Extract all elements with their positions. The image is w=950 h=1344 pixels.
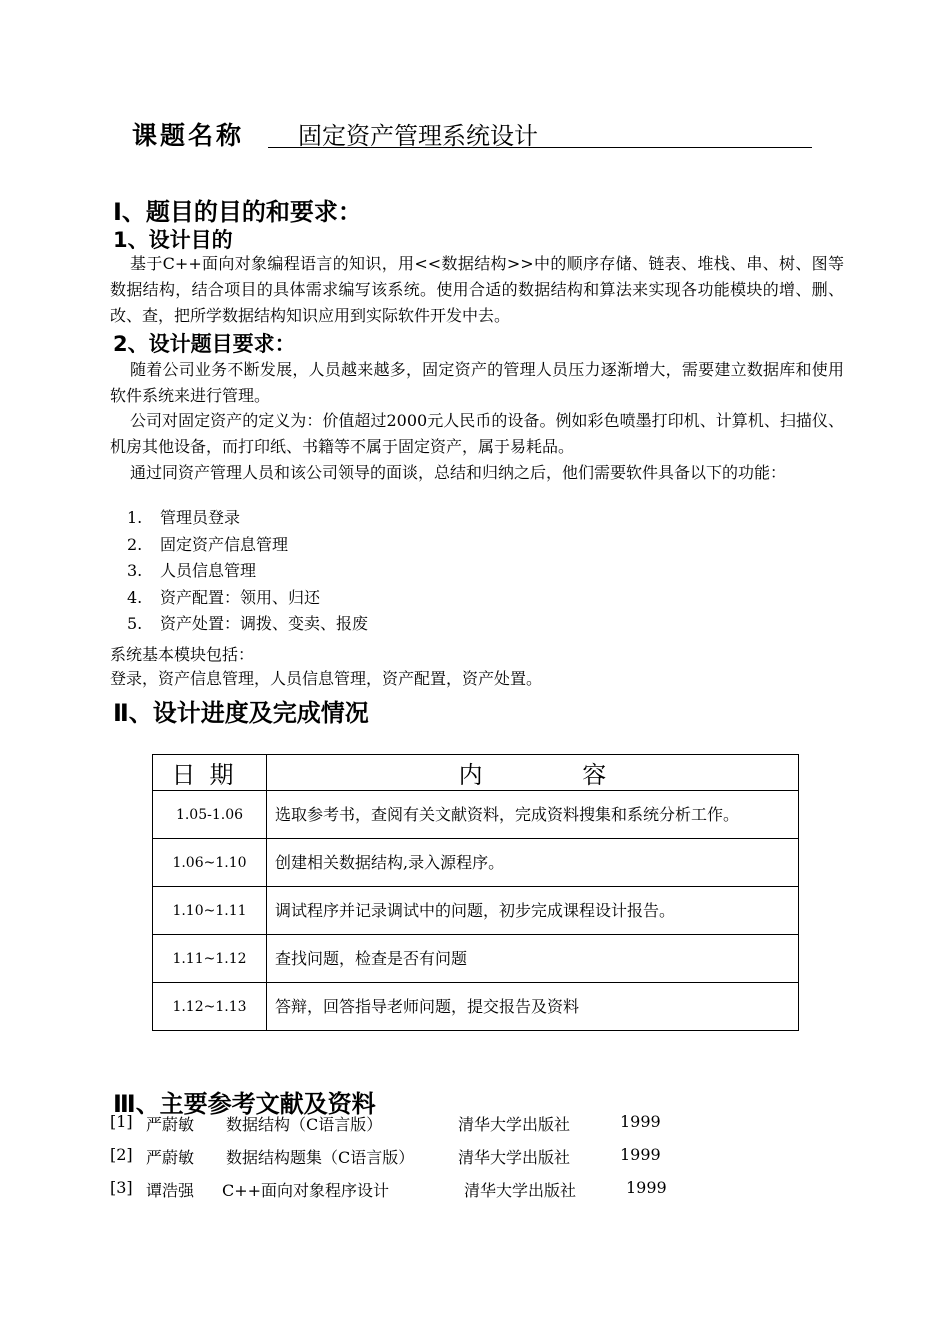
modules-text: 登录，资产信息管理，人员信息管理，资产配置，资产处置。 [110,669,543,688]
row-content: 调试程序并记录调试中的问题，初步完成课程设计报告。 [267,887,799,935]
course-name: 固定资产管理系统设计 [268,116,812,148]
course-title-row [132,116,812,150]
ref-year: 1999 [620,1145,661,1164]
requirements-paragraph-2: 公司对固定资产的定义为：价值超过2000元人民币的设备。例如彩色喷墨打印机、计算机、扫描仪、机房其他设备，而打印纸、书籍等不属于固定资产，属于易耗品。 [110,411,844,456]
ref-index: [2] [110,1145,133,1164]
table-row [153,887,799,935]
header-content: 内 容 [267,755,799,791]
list-item: 2. 固定资产信息管理 [127,534,289,554]
ref-index: [1] [110,1112,133,1131]
ref-book: C++面向对象程序设计 [222,1181,390,1200]
header-date: 日期 [153,755,267,791]
ref-publisher: 清华大学出版社 [458,1115,571,1134]
section3-heading: Ⅲ、主要参考文献及资料 [113,1090,376,1118]
ref-book: 数据结构（C语言版） [226,1115,383,1134]
ref-year: 1999 [626,1178,667,1197]
schedule-table [152,754,799,1031]
list-item: 3. 人员信息管理 [127,561,257,581]
row-date: 1.05-1.06 [153,791,267,839]
ref-index: [3] [110,1178,133,1197]
list-item: 5. 资产处置：调拨、变卖、报废 [127,614,369,634]
modules-label: 系统基本模块包括： [110,645,255,664]
table-row [153,791,799,839]
design-purpose-paragraph: 基于C++面向对象编程语言的知识，用<<数据结构>>中的顺序存储、链表、堆栈、串、树、图等数据结构，结合项目的具体需求编写该系统。使用合适的数据结构和算法来实现各功能模块的增、删、改、查，把所学数据结构知识应用到实际软件开发中去。 [110,254,844,325]
design-requirements-heading: 2、设计题目要求： [113,332,296,356]
row-date: 1.06~1.10 [153,839,267,887]
ref-book: 数据结构题集（C语言版） [226,1148,415,1167]
row-content: 查找问题，检查是否有问题 [267,935,799,983]
row-content: 创建相关数据结构,录入源程序。 [267,839,799,887]
ref-author: 严蔚敏 [146,1148,195,1167]
ref-author: 谭浩强 [146,1181,195,1200]
function-list [127,505,368,638]
row-content: 选取参考书，查阅有关文献资料，完成资料搜集和系统分析工作。 [267,791,799,839]
row-date: 1.11~1.12 [153,935,267,983]
requirements-paragraph-1: 随着公司业务不断发展，人员越来越多，固定资产的管理人员压力逐渐增大，需要建立数据库和使用软件系统来进行管理。 [110,360,844,405]
list-item: 4. 资产配置：领用、归还 [127,587,321,607]
section2-heading: Ⅱ、设计进度及完成情况 [113,699,369,727]
section1-heading: Ⅰ、题目的目的和要求： [113,198,362,226]
table-row [153,983,799,1031]
ref-year: 1999 [620,1112,661,1131]
table-row [153,935,799,983]
ref-author: 严蔚敏 [146,1115,195,1134]
table-row [153,839,799,887]
list-item: 1. 管理员登录 [127,508,241,527]
course-label: 课题名称 [132,121,245,150]
design-purpose-heading: 1、设计目的 [113,228,233,252]
row-date: 1.10~1.11 [153,887,267,935]
row-content: 答辩，回答指导老师问题，提交报告及资料 [267,983,799,1031]
requirements-paragraph-3: 通过同资产管理人员和该公司领导的面谈，总结和归纳之后，他们需要软件具备以下的功能： [130,463,787,482]
ref-publisher: 清华大学出版社 [458,1148,571,1167]
row-date: 1.12~1.13 [153,983,267,1031]
table-header-row [153,755,799,791]
ref-publisher: 清华大学出版社 [464,1181,577,1200]
